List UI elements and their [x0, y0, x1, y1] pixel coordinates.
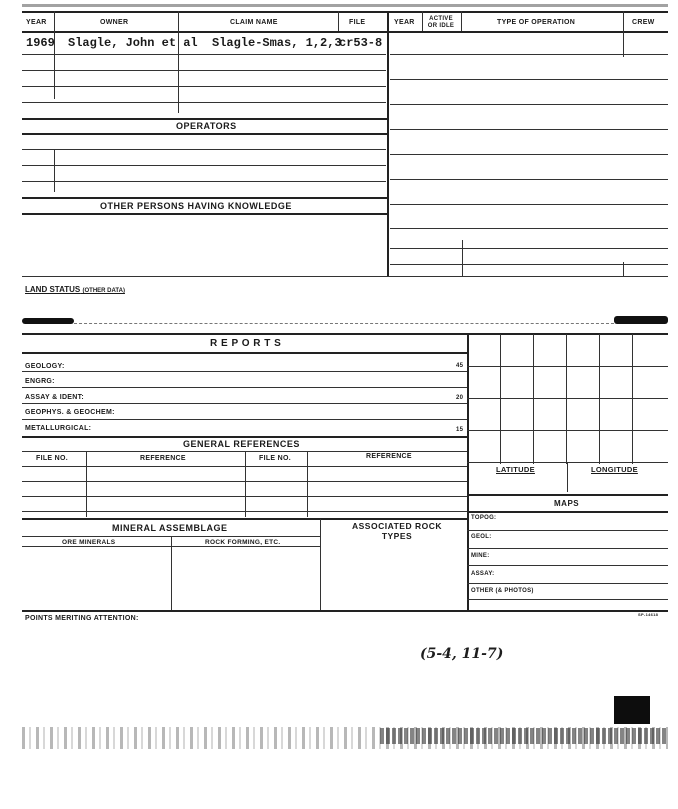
col-divider	[54, 11, 55, 99]
row-line	[22, 403, 468, 404]
operation-row-line	[390, 179, 668, 180]
row-line	[22, 165, 386, 166]
grid-row	[467, 366, 668, 367]
scan-mark	[614, 316, 668, 324]
report-num-metallurgical: 15	[456, 427, 464, 433]
mineral-assemblage-title: MINERAL ASSEMBLAGE	[112, 523, 228, 533]
report-label-assay: ASSAY & IDENT:	[25, 394, 85, 401]
land-status-label: LAND STATUS	[25, 285, 81, 294]
ore-minerals-label: ORE MINERALS	[62, 539, 116, 546]
header-type-of-operation: TYPE OF OPERATION	[497, 19, 576, 26]
record-owner: Slagle, John et al	[68, 36, 198, 50]
other-persons-title: OTHER PERSONS HAVING KNOWLEDGE	[100, 201, 292, 211]
col-divider-main	[387, 11, 389, 277]
col-divider	[462, 240, 463, 276]
maps-rule-top	[467, 494, 668, 496]
grid-col	[500, 334, 501, 464]
header-bottom-rule	[22, 31, 668, 33]
general-refs-title: GENERAL REFERENCES	[183, 439, 300, 449]
grid-col	[632, 334, 633, 464]
reports-rule-bottom	[22, 352, 468, 354]
scan-dashed-line	[74, 323, 614, 324]
scan-mark	[614, 696, 650, 724]
row-line	[22, 86, 386, 87]
operation-row-line	[390, 204, 668, 205]
header-active-or-idle: ACTIVE OR IDLE	[427, 16, 455, 29]
operation-row-line	[390, 129, 668, 130]
header-crew: CREW	[632, 19, 655, 26]
col-divider	[178, 11, 179, 113]
col-divider	[422, 11, 423, 31]
operation-row-line	[390, 154, 668, 155]
other-persons-rule-top	[22, 197, 388, 199]
scan-noise-dense	[380, 728, 668, 744]
row-line	[22, 102, 386, 103]
report-num-assay: 20	[456, 395, 464, 401]
col-divider	[623, 11, 624, 57]
handwritten-note: (5-4, 11-7)	[420, 646, 504, 662]
land-status-sub: (OTHER DATA)	[82, 288, 125, 294]
row-line	[22, 54, 386, 55]
reports-rule-top	[22, 333, 668, 335]
row-line	[467, 565, 668, 566]
form-top-border	[22, 4, 668, 7]
col-divider	[338, 11, 339, 31]
grid-row	[467, 398, 668, 399]
report-num-geology: 45	[456, 363, 464, 369]
scan-mark	[22, 318, 74, 324]
genref-reference-1: REFERENCE	[140, 455, 186, 462]
record-claim-name: Slagle-Smas, 1,2,3	[212, 36, 342, 50]
other-persons-rule-bottom	[22, 213, 388, 215]
col-divider	[461, 11, 462, 31]
record-year: 1969	[26, 36, 55, 50]
col-divider	[171, 537, 172, 611]
header-year: YEAR	[26, 19, 47, 26]
col-divider	[245, 451, 246, 517]
maps-assay: ASSAY:	[471, 571, 495, 577]
col-divider	[307, 451, 308, 517]
header-owner: OWNER	[100, 19, 129, 26]
maps-rule-bottom	[467, 511, 668, 513]
operation-row-line	[390, 54, 668, 55]
report-label-engrg: ENGRG:	[25, 378, 55, 385]
row-line	[467, 530, 668, 531]
operation-row-line	[390, 248, 668, 249]
col-divider	[320, 519, 321, 611]
form-bottom-rule	[22, 610, 668, 612]
row-line	[22, 276, 668, 277]
genref-reference-2: REFERENCE	[366, 453, 412, 460]
col-divider	[623, 262, 624, 276]
right-grid-left-edge	[467, 333, 469, 611]
mineral-rule-top	[22, 518, 468, 520]
row-line	[22, 149, 386, 150]
maps-other: OTHER (& PHOTOS)	[471, 588, 534, 594]
report-label-geology: GEOLOGY:	[25, 363, 65, 370]
latitude-label: LATITUDE	[496, 465, 535, 474]
grid-row	[467, 430, 668, 431]
operation-row-line	[390, 79, 668, 80]
maps-topog: TOPOG:	[471, 515, 497, 521]
genref-file-no-2: FILE NO.	[259, 455, 291, 462]
row-line	[22, 371, 468, 372]
row-line	[22, 387, 468, 388]
row-line	[22, 419, 468, 420]
header-file: FILE	[349, 19, 366, 26]
grid-col	[533, 334, 534, 464]
operators-title: OPERATORS	[176, 121, 237, 131]
maps-mine: MINE:	[471, 553, 490, 559]
record-file: cr53-8	[339, 36, 383, 50]
reports-title: R E P O R T S	[210, 338, 282, 349]
header-top-rule	[22, 11, 668, 13]
operators-rule-top	[22, 118, 388, 120]
form-code: SP-14618	[638, 612, 659, 617]
col-divider	[54, 150, 55, 192]
maps-geol: GEOL:	[471, 534, 492, 540]
report-label-metallurgical: METALLURGICAL:	[25, 425, 92, 432]
rock-forming-label: ROCK FORMING, ETC.	[205, 539, 281, 546]
genref-file-no-1: FILE NO.	[36, 455, 68, 462]
longitude-label: LONGITUDE	[591, 465, 638, 474]
row-line	[467, 599, 668, 600]
row-line	[22, 181, 386, 182]
associated-rock-types-title: ASSOCIATED ROCK TYPES	[352, 521, 442, 541]
operators-rule-bottom	[22, 133, 388, 135]
grid-col	[567, 462, 568, 492]
points-meriting-title: POINTS MERITING ATTENTION:	[25, 615, 139, 622]
general-refs-rule-top	[22, 436, 468, 438]
operation-row-line	[390, 104, 668, 105]
row-line	[467, 583, 668, 584]
row-line	[22, 70, 386, 71]
grid-col	[566, 334, 567, 464]
col-divider	[86, 451, 87, 517]
row-line	[467, 548, 668, 549]
grid-col	[599, 334, 600, 464]
land-status-title	[25, 285, 125, 294]
report-label-geophys: GEOPHYS. & GEOCHEM:	[25, 409, 115, 416]
operation-row-line	[390, 228, 668, 229]
maps-title: MAPS	[554, 499, 580, 508]
operation-row-line	[390, 264, 668, 265]
header-year-2: YEAR	[394, 19, 415, 26]
header-claim-name: CLAIM NAME	[230, 19, 278, 26]
